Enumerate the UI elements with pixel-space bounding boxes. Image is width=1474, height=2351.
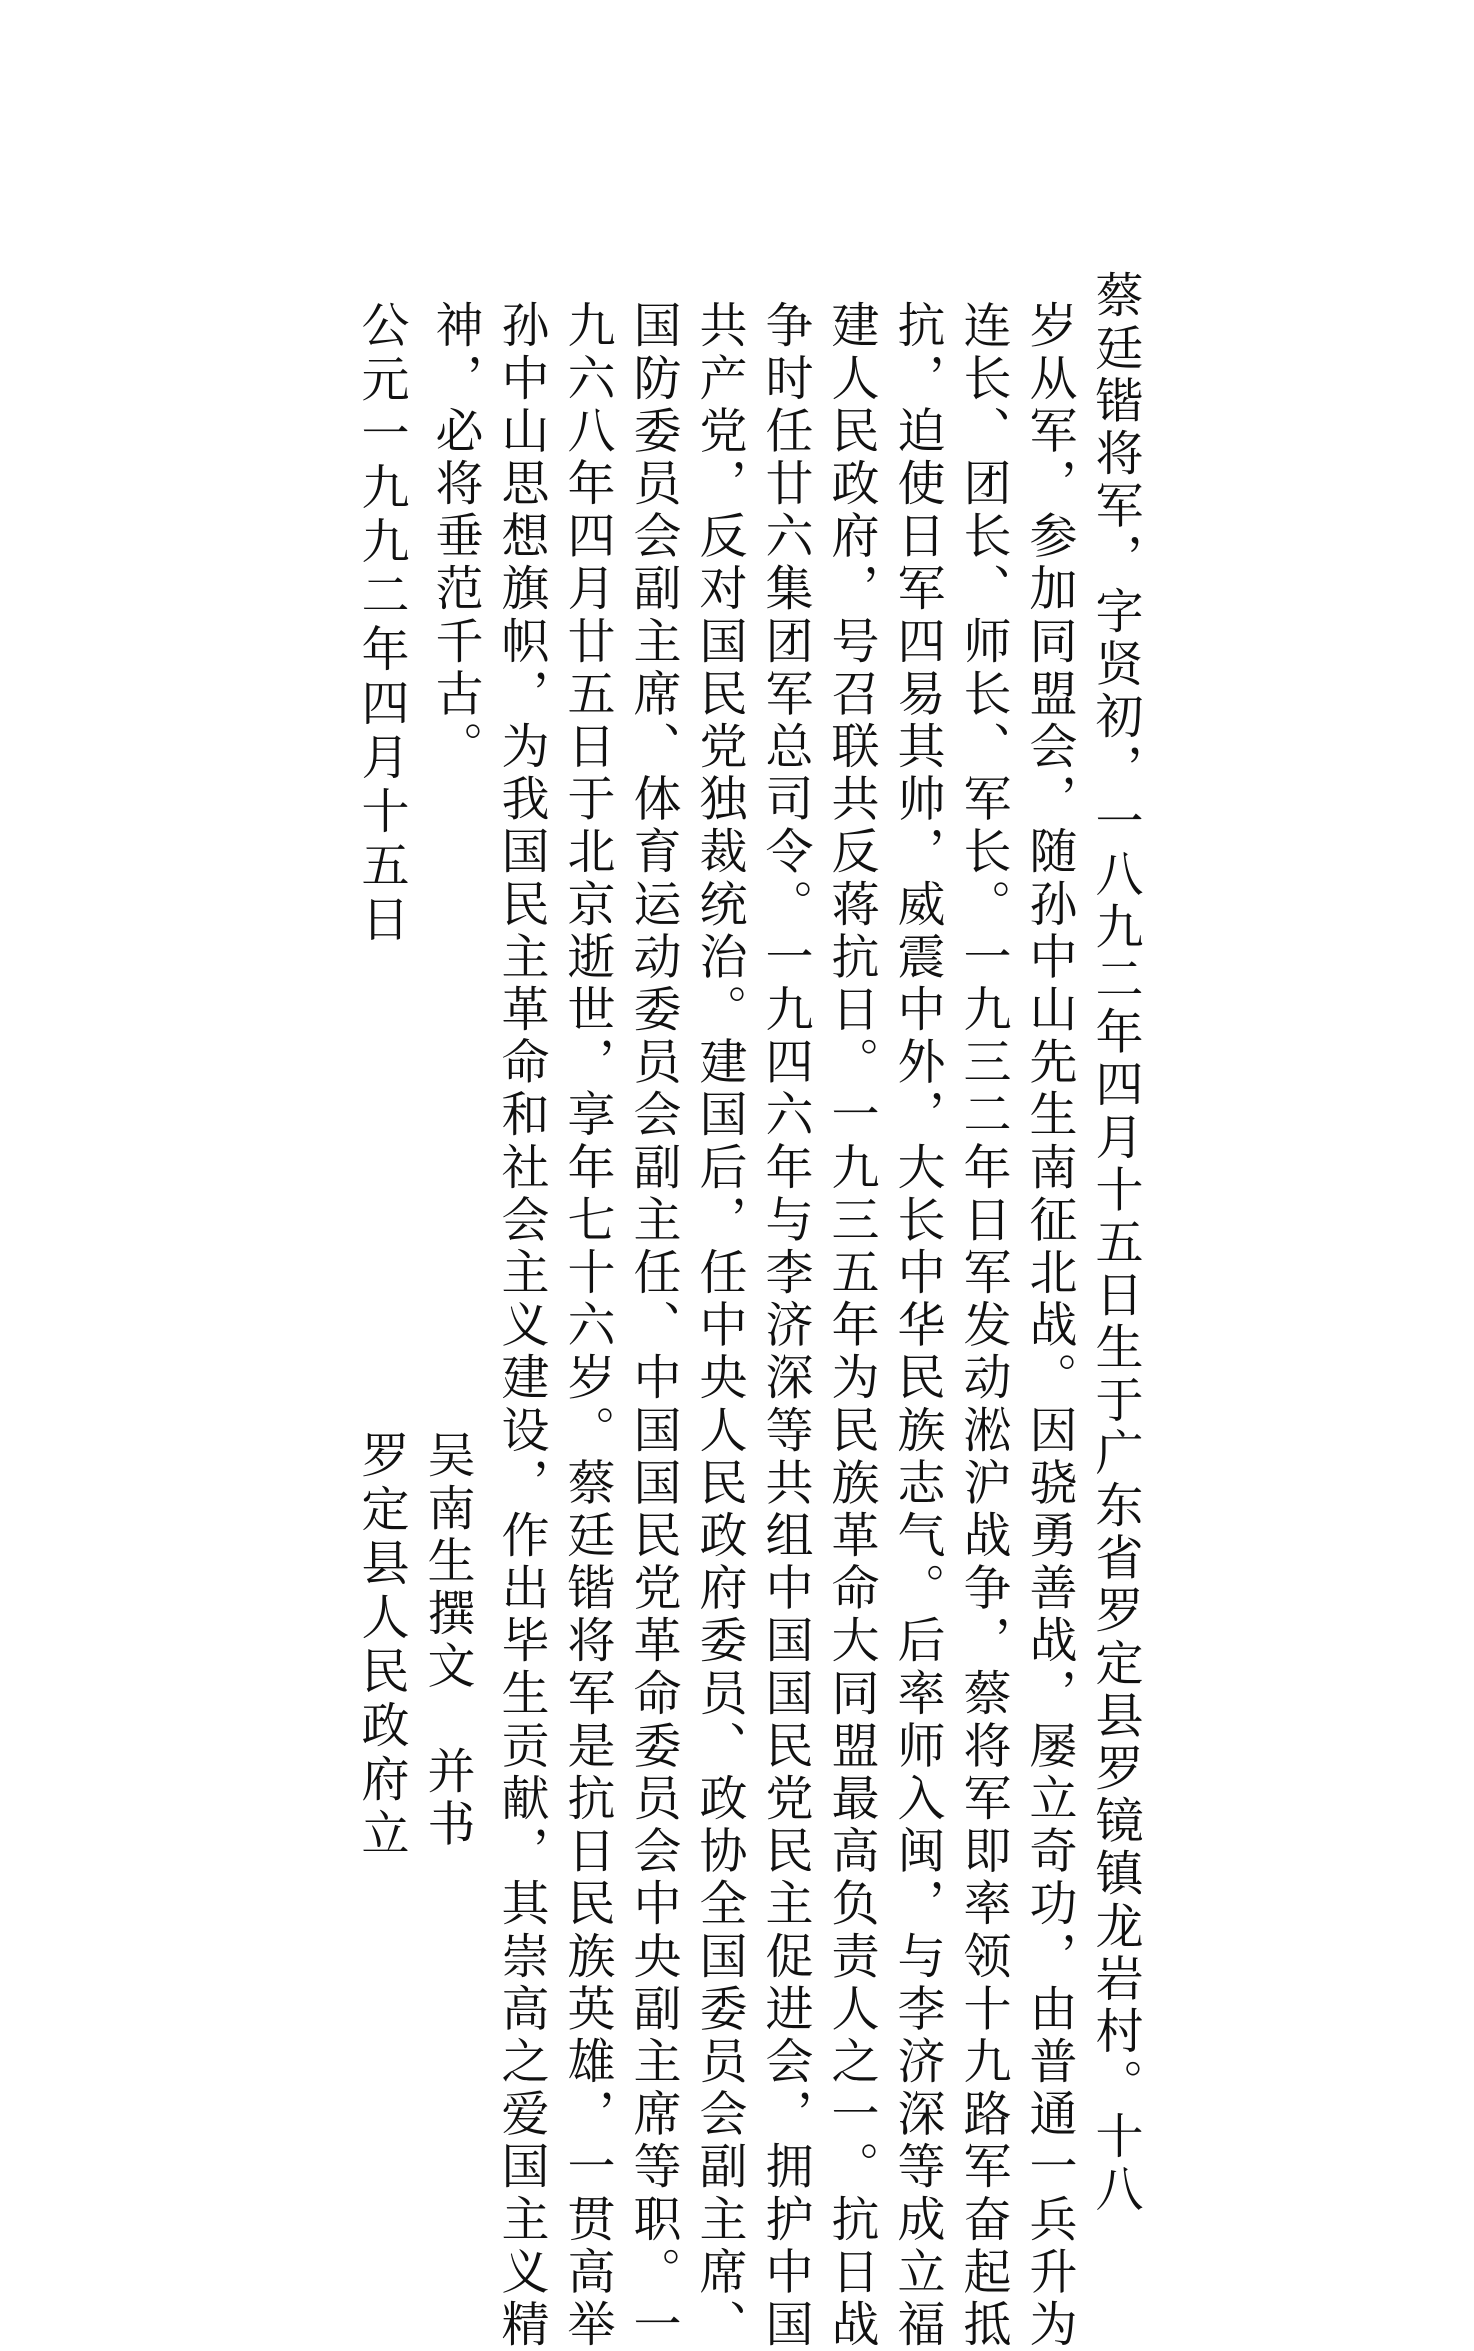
inscription-column-7: 共产党，反对国民党独裁统治。建国后，任中央人民政府委员、政协全国委员会副主席、	[691, 300, 747, 2351]
inscription-column-5: 建人民政府，号召联共反蒋抗日。一九三五年为民族革命大同盟最高负责人之一。抗日战	[823, 300, 879, 2351]
inscription-column-8: 国防委员会副主席、体育运动委员会副主任、中国国民党革命委员会中央副主席等职。一	[625, 300, 681, 2351]
inscription-column-11: 神，必将垂范千古。	[427, 300, 483, 774]
inscription-date: 公元一九九二年四月十五日	[353, 300, 409, 948]
inscription-column-4: 抗，迫使日军四易其帅，威震中外，大长中华民族志气。后率师入闽，与李济深等成立福	[889, 300, 945, 2351]
erected-by: 罗定县人民政府立	[353, 1430, 409, 1862]
inscription-column-2: 岁从军，参加同盟会，随孙中山先生南征北战。因骁勇善战，屡立奇功，由普通一兵升为	[1021, 300, 1077, 2351]
author-signature: 吴南生撰文 并书	[419, 1430, 475, 1851]
inscription-column-10: 孙中山思想旗帜，为我国民主革命和社会主义建设，作出毕生贡献，其崇高之爱国主义精	[493, 300, 549, 2351]
inscription-column-6: 争时任廿六集团军总司令。一九四六年与李济深等共组中国国民党民主促进会，拥护中国	[757, 300, 813, 2351]
inscription-column-3: 连长、团长、师长、军长。一九三二年日军发动淞沪战争，蔡将军即率领十九路军奋起抵	[955, 300, 1011, 2351]
inscription-column-1: 蔡廷锴将军，字贤初，一八九二年四月十五日生于广东省罗定县罗镜镇龙岩村。十八	[1087, 270, 1143, 2217]
inscription-column-9: 九六八年四月廿五日于北京逝世，享年七十六岁。蔡廷锴将军是抗日民族英雄，一贯高举	[559, 300, 615, 2351]
